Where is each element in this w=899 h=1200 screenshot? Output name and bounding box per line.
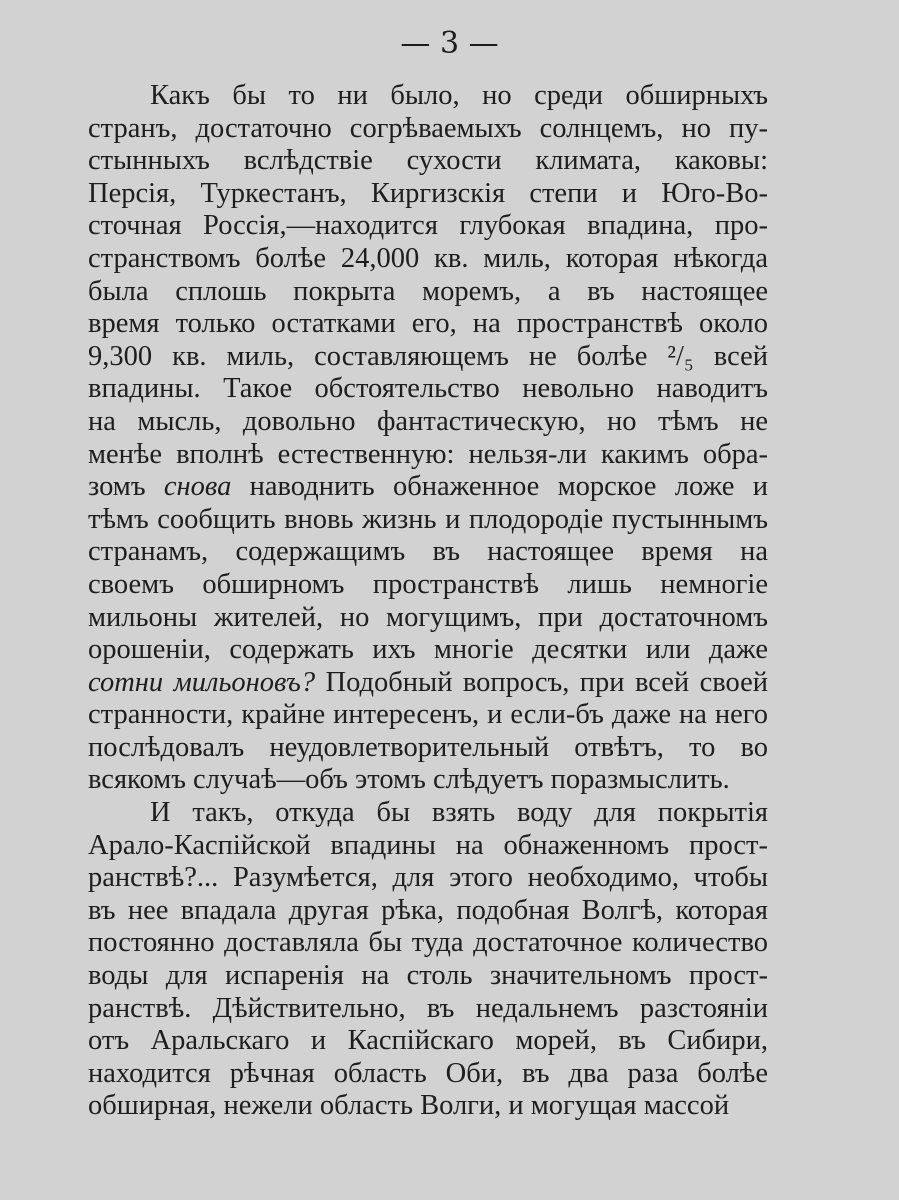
text-line [88, 243, 768, 276]
text-line [88, 667, 768, 700]
text-segment: послѣдовалъ неудовлетворительный отвѣтъ, то во [88, 731, 768, 763]
text-line [88, 927, 768, 960]
text-segment: всякомъ случаѣ—объ этомъ слѣдуетъ поразмыслить. [88, 764, 730, 796]
text-line [88, 145, 768, 178]
text-segment: мильоны жителей, но могущимъ, при достаточномъ [88, 601, 768, 633]
text-line [88, 80, 768, 113]
text-segment: странствомъ болѣе 24,000 кв. миль, которая нѣкогда [88, 242, 768, 274]
text-line [88, 308, 768, 341]
text-line [88, 732, 768, 765]
text-segment: время только остатками его, на пространствѣ около [88, 308, 768, 340]
text-segment: стынныхъ вслѣдствіе сухости климата, каковы: [88, 145, 768, 177]
text-line [88, 960, 768, 993]
text-line [88, 439, 768, 472]
text-segment: своемъ обширномъ пространствѣ лишь немногіе [88, 568, 768, 600]
text-segment: ранствѣ. Дѣйствительно, въ недальнемъ разстояніи [88, 992, 768, 1024]
text-line [88, 895, 768, 928]
text-segment: Арало-Каспійской впадины на обнаженномъ прост- [88, 829, 768, 861]
text-segment: отъ Аральскаго и Каспійскаго морей, въ Сибири, [88, 1025, 768, 1057]
text-segment: постоянно доставляла бы туда достаточное количество [88, 927, 768, 959]
text-segment: странности, крайне интересенъ, и если-бъ даже на него [88, 699, 768, 731]
text-line [88, 764, 768, 797]
text-line [88, 341, 768, 374]
text-line [88, 471, 768, 504]
body-text [88, 80, 768, 1123]
text-segment: была сплошь покрыта моремъ, а въ настоящее [88, 275, 768, 307]
italic-text: снова [163, 471, 232, 503]
text-line [88, 830, 768, 863]
italic-text: сотни мильоновъ? [88, 666, 316, 698]
text-line [88, 699, 768, 732]
text-line [88, 113, 768, 146]
text-line [88, 276, 768, 309]
text-segment: обширная, нежели область Волги, и могущая массой [88, 1090, 730, 1122]
text-line [88, 210, 768, 243]
text-line [88, 1090, 768, 1123]
text-segment: странамъ, содержащимъ въ настоящее время на [88, 536, 768, 568]
text-line [88, 993, 768, 1026]
page-number: — 3 — [400, 26, 499, 61]
text-segment: ранствѣ?... Разумѣется, для этого необходимо, чтобы [88, 862, 768, 894]
text-line [88, 602, 768, 635]
text-segment: находится рѣчная область Оби, въ два раза болѣе [88, 1057, 768, 1089]
text-line [88, 634, 768, 667]
text-segment: менѣе вполнѣ естественную: нельзя-ли какимъ обра- [88, 438, 768, 470]
text-segment: Какъ бы то ни было, но среди обширныхъ [150, 80, 768, 111]
text-segment: странъ, достаточно согрѣваемыхъ солнцемъ, но пу- [88, 112, 768, 144]
text-line [88, 178, 768, 211]
text-line [88, 1058, 768, 1091]
text-segment: сточная Россія,—находится глубокая впадина, про- [88, 210, 768, 242]
text-line [88, 406, 768, 439]
text-segment: орошеніи, содержать ихъ многіе десятки или даже [88, 634, 768, 666]
text-line [88, 504, 768, 537]
text-segment: на мысль, довольно фантастическую, но тѣмъ не [88, 405, 768, 437]
text-line [88, 862, 768, 895]
text-segment: наводнить обнаженное морское ложе и [231, 471, 768, 503]
text-segment: Персія, Туркестанъ, Киргизскія степи и Юго-Во- [88, 177, 768, 209]
text-line [88, 536, 768, 569]
text-line [88, 1025, 768, 1058]
text-segment: 9,300 кв. миль, составляющемъ не болѣе ²/₅ всей [88, 340, 768, 372]
text-line [88, 797, 768, 830]
text-segment: впадины. Такое обстоятельство невольно наводитъ [88, 373, 768, 405]
text-segment: воды для испаренія на столь значительномъ прост- [88, 960, 768, 992]
text-segment: тѣмъ сообщить вновь жизнь и плодородіе пустыннымъ [88, 503, 768, 535]
text-line [88, 569, 768, 602]
text-segment: зомъ [88, 471, 164, 503]
text-segment: въ нее впадала другая рѣка, подобная Волгѣ, которая [88, 894, 768, 926]
text-line [88, 373, 768, 406]
text-segment: И такъ, откуда бы взять воду для покрытія [150, 797, 768, 829]
text-segment: Подобный вопросъ, при всей своей [315, 666, 768, 698]
